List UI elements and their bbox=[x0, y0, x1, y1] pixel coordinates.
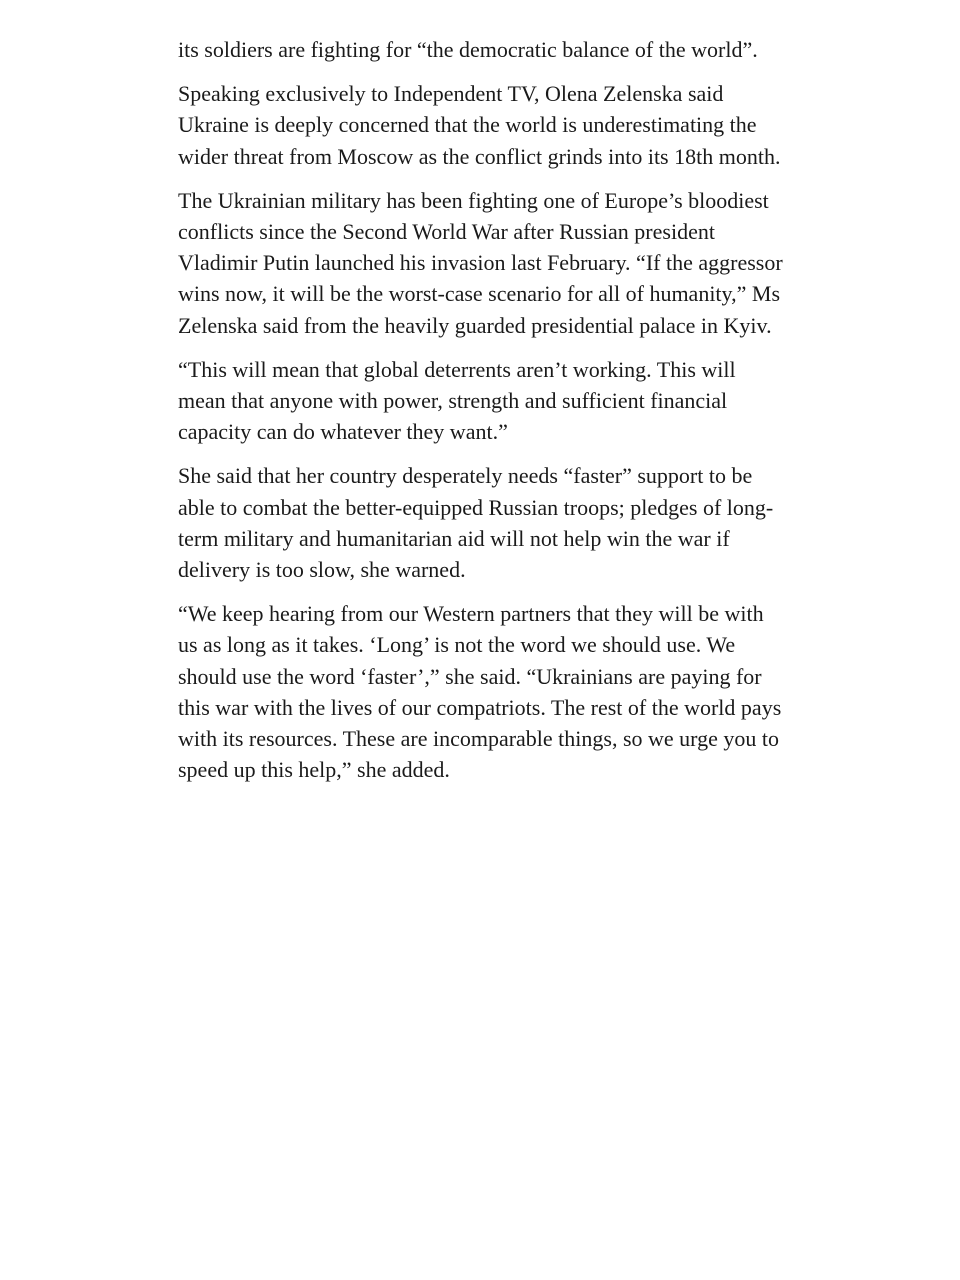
article-body bbox=[178, 34, 788, 798]
article-paragraph: She said that her country desperately needs “faster” support to be able to combat the better-equipped Russian troops; pledges of long-term military and humanitarian aid will not help win the war if delivery is too slow, she warned. bbox=[178, 463, 774, 583]
article-paragraph: “We keep hearing from our Western partners that they will be with us as long as it takes. ‘Long’ is not the word we should use. We should use the word ‘faster’,” she said. “Ukrainians are paying for this war with the lives of our compatriots. The rest of the world pays with its resources. These are incomparable things, so we urge you to speed up this help,” she added. bbox=[178, 601, 782, 783]
article-paragraph: its soldiers are fighting for “the democratic balance of the world”. bbox=[178, 37, 758, 62]
article-paragraph: The Ukrainian military has been fighting one of Europe’s bloodiest conflicts since the Second World War after Russian president Vladimir Putin launched his invasion last February. “If the aggressor wins now, it will be the worst-case scenario for all of humanity,” Ms Zelenska said from the heavily guarded presidential palace in Kyiv. bbox=[178, 187, 783, 338]
article-paragraph: “This will mean that global deterrents aren’t working. This will mean that anyone with power, strength and sufficient financial capacity can do whatever they want.” bbox=[178, 356, 736, 445]
article-paragraph: Speaking exclusively to Independent TV, Olena Zelenska said Ukraine is deeply concerned that the world is underestimating the wider threat from Moscow as the conflict grinds into its 18th month. bbox=[178, 81, 781, 169]
